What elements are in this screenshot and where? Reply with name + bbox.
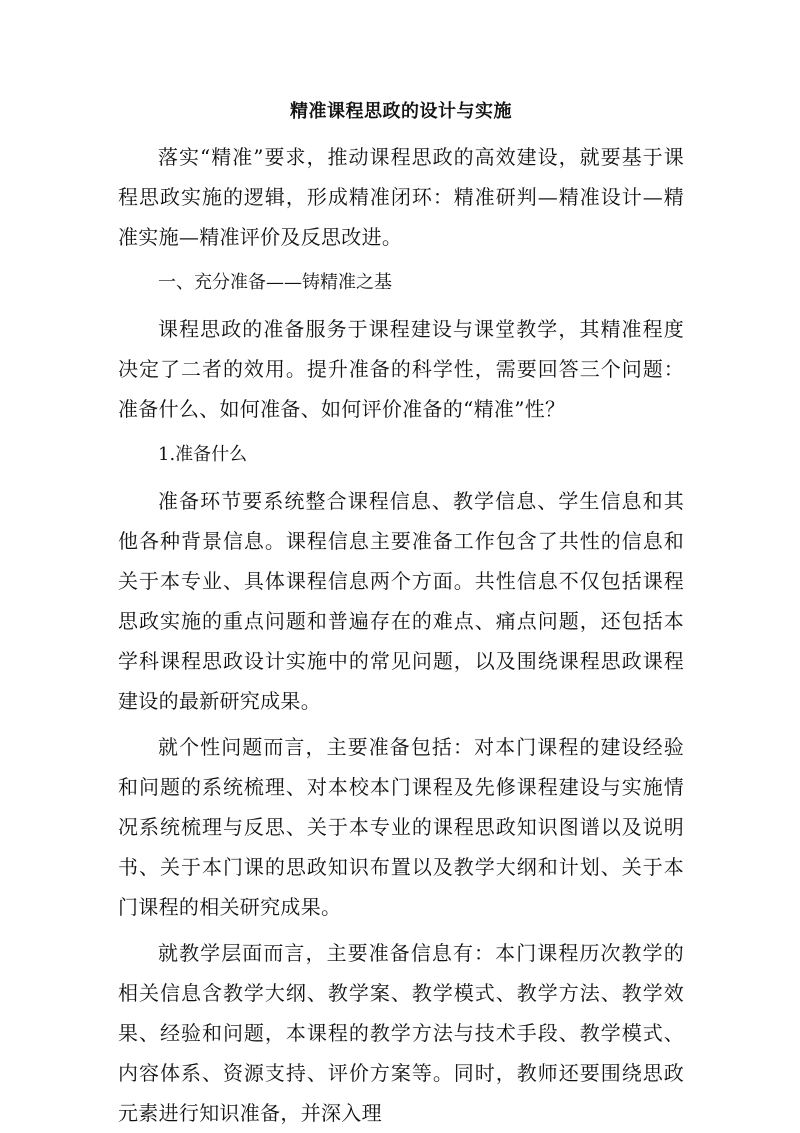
document-title: 精准课程思政的设计与实施 — [290, 101, 512, 122]
paragraph-teaching-level: 就教学层面而言，主要准备信息有：本门课程历次教学的相关信息含教学大纲、教学案、教学模式、教学方法、教学效果、经验和问题，本课程的教学方法与技术手段、教学模式、内容体系、资源支持、评价方案等。同时，教师还要围绕思政元素进行知识准备，并深入理 — [118, 941, 684, 1125]
section-heading-1: 一、充分准备——铸精准之基 — [158, 272, 392, 293]
paragraph-preparation: 课程思政的准备服务于课程建设与课堂教学，其精准程度决定了二者的效用。提升准备的科学性，需要回答三个问题：准备什么、如何准备、如何评价准备的“精准”性？ — [118, 317, 684, 421]
paragraph-intro: 落实“精准”要求，推动课程思政的高效建设，就要基于课程思政实施的逻辑，形成精准闭环：精准研判—精准设计—精准实施—精准评价及反思改进。 — [118, 145, 684, 249]
paragraph-course-info: 准备环节要系统整合课程信息、教学信息、学生信息和其他各种背景信息。课程信息主要准备工作包含了共性的信息和关于本专业、具体课程信息两个方面。共性信息不仅包括课程思政实施的重点问题和普遍存在的难点、痛点问题，还包括本学科课程思政设计实施中的常见问题，以及围绕课程思政课程建设的最新研究成果。 — [118, 489, 684, 713]
paragraph-individual-issues: 就个性问题而言，主要准备包括：对本门课程的建设经验和问题的系统梳理、对本校本门课程及先修课程建设与实施情况系统梳理与反思、关于本专业的课程思政知识图谱以及说明书、关于本门课的思政知识布置以及教学大纲和计划、关于本门课程的相关研究成果。 — [118, 735, 684, 919]
document-body — [118, 100, 684, 1133]
subsection-heading-1: 1.准备什么 — [158, 444, 248, 465]
